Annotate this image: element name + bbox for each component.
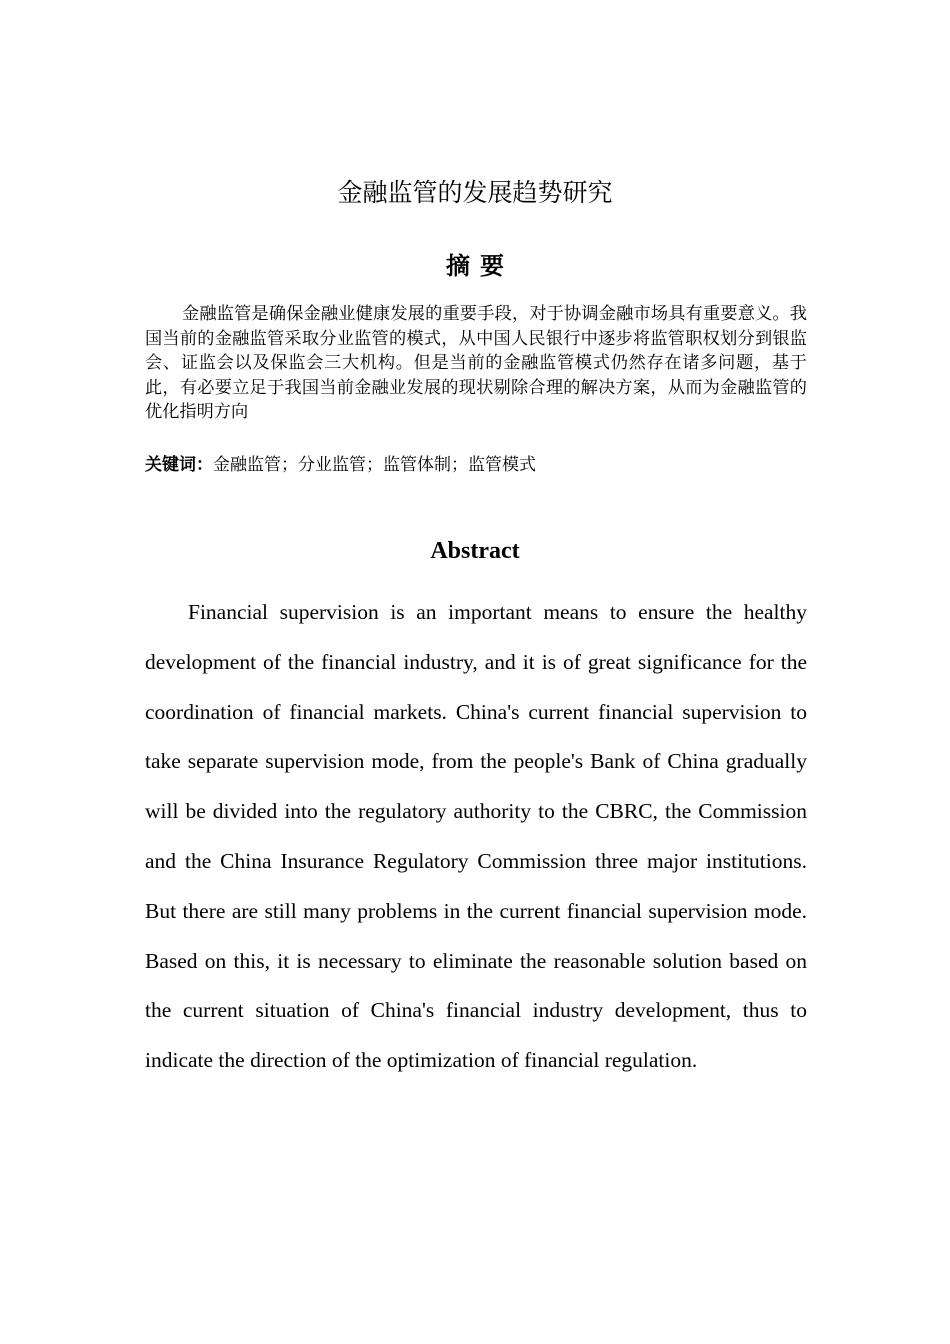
english-abstract-body: Financial supervision is an important means to ensure the healthy development of the financial industry, and it is of great significance for the coordination of financial markets. China's current financial supervision to take separate supervision mode, from the people's Bank of China gradually will be divided into the regulatory authority to the CBRC, the Commission and the China Insurance Regulatory Commission three major institutions. But there are still many problems in the current financial supervision mode. Based on this, it is necessary to eliminate the reasonable solution based on the current situation of China's financial industry development, thus to indicate the direction of the optimization of financial regulation.	[145, 600, 807, 1073]
keywords-line	[145, 453, 807, 477]
paper-title: 金融监管的发展趋势研究	[337, 178, 613, 207]
chinese-abstract-heading: 摘要	[446, 252, 514, 280]
chinese-abstract-body: 金融监管是确保金融业健康发展的重要手段，对于协调金融市场具有重要意义。我国当前的金融监管采取分业监管的模式，从中国人民银行中逐步将监管职权划分到银监会、证监会以及保监会三大机构。但是当前的金融监管模式仍然存在诸多问题，基于此，有必要立足于我国当前金融业发展的现状剔除合理的解决方案，从而为金融监管的优化指明方向	[145, 304, 807, 422]
keywords-value: 金融监管；分业监管；监管体制；监管模式	[213, 455, 536, 475]
english-abstract-heading: Abstract	[430, 538, 520, 564]
keywords-label: 关键词：	[145, 455, 213, 475]
